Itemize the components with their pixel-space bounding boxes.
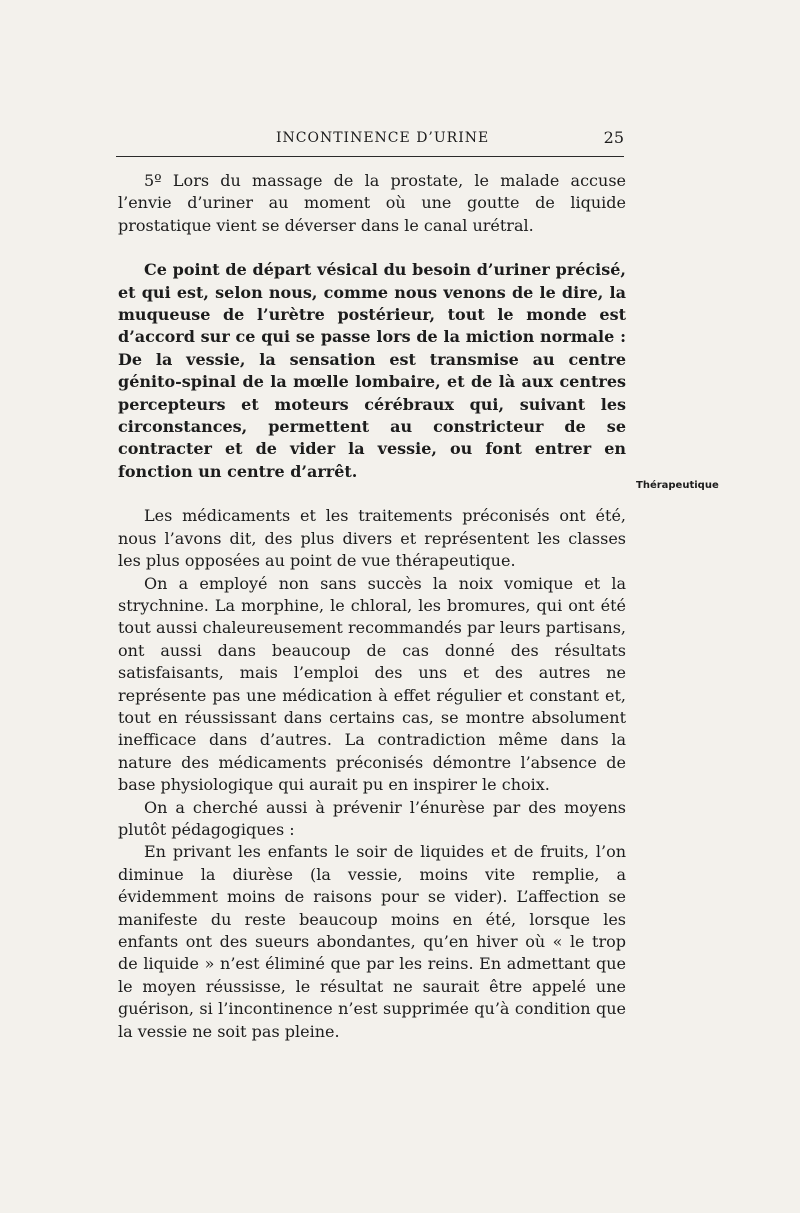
paragraph-point-de-depart: Ce point de départ vésical du besoin d’uriner précisé, et qui est, selon nous, comme nous venons de le dire, la muqueuse de l’urètre postérieur, tout le monde est d’accord sur ce qui se passe lors de la miction normale : De la vessie, la sensation est transmise au centre génito-spinal de la mœlle lombaire, et de là aux centres percepteurs et moteurs cérébraux qui, suivant les circonstances, permettent au constricteur de se contracter et de vider la vessie, ou font entrer en fonction un centre d’arrêt. — [118, 260, 626, 481]
header-rule — [116, 156, 624, 157]
paragraph-moyens-pedagogiques: On a cherché aussi à prévenir l’énurèse par des moyens plutôt pédagogiques : — [118, 797, 626, 839]
paragraph-noix-vomique: On a employé non sans succès la noix vomique et la strychnine. La morphine, le chloral, les bromures, qui ont été tout aussi chaleureusement recommandés par leurs partisans, ont aussi dans beaucoup de cas donné des résultats satisfaisants, mais l’emploi des uns et des autres ne représente pas une médication à effet régulier et constant et, tout en réussissant dans certains cas, se montre absolument inefficace dans d’autres. La contradiction même dans la nature des médicaments préconisés démontre l’absence de base physiologique qui aurait pu en inspirer le choix. — [118, 573, 626, 795]
paragraph-massage-prostate: 5º Lors du massage de la prostate, le malade accuse l’envie d’uriner au moment où une goutte de liquide prostatique vient se déverser dans le canal urétral. — [118, 171, 626, 235]
page-number: 25 — [603, 128, 624, 147]
running-header — [116, 128, 624, 150]
running-title: INCONTINENCE D’URINE — [276, 130, 490, 146]
paragraph-privant-enfants: En privant les enfants le soir de liquides et de fruits, l’on diminue la diurèse (la vessie, moins vite remplie, a évidemment moins de raisons pour se vider). L’affection se manifeste du reste beaucoup moins en été, lorsque les enfants ont des sueurs abondantes, qu’en hiver où « le trop de liquide » n’est éliminé que par les reins. En admettant que le moyen réussisse, le résultat ne saurait être appelé une guérison, si l’incontinence n’est supprimée qu’à condition que la vessie ne soit pas pleine. — [118, 842, 626, 1041]
body-text — [118, 170, 626, 1043]
margin-note: Thérapeutique — [636, 480, 719, 491]
paragraph-medicaments: Les médicaments et les traitements préconisés ont été, nous l’avons dit, des plus divers et représentent les classes les plus opposées au point de vue thérapeutique. — [118, 506, 626, 571]
